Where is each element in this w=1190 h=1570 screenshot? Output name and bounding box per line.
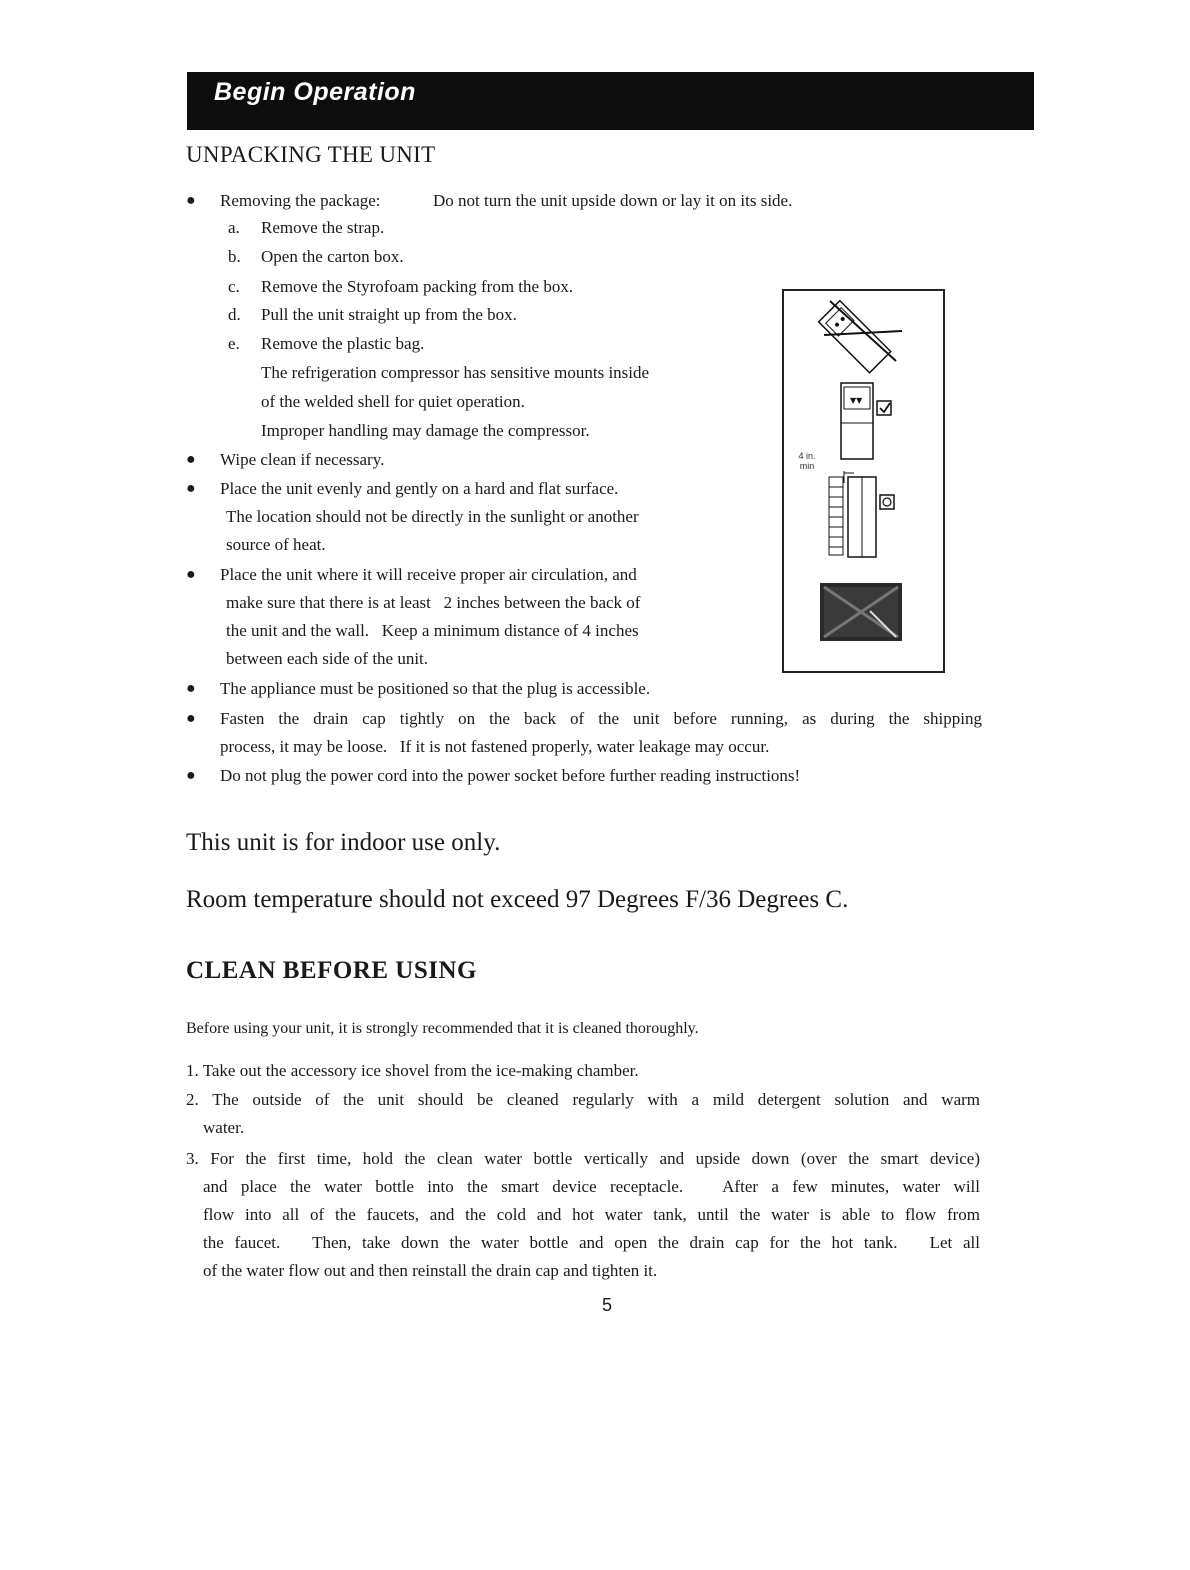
bullet-icon: ● <box>186 566 196 583</box>
section-banner <box>187 72 1034 130</box>
air-line: between each side of the unit. <box>226 649 429 668</box>
wipe-text: Wipe clean if necessary. <box>220 450 385 469</box>
clean-step-3-line: flow into all of the faucets, and the cold and hot water tank, until the water is able to flow from <box>203 1205 980 1224</box>
air-line: Place the unit where it will receive proper air circulation, and <box>220 565 637 584</box>
removing-lead: Removing the package: <box>220 191 381 210</box>
wall-clearance-icon <box>829 471 894 557</box>
bullet-icon: ● <box>186 680 196 697</box>
temperature-notice: Room temperature should not exceed 97 Degrees F/36 Degrees C. <box>186 886 849 913</box>
step-letter: a. <box>228 218 240 237</box>
place-line: Place the unit evenly and gently on a hard and flat surface. <box>220 479 619 498</box>
place-line: source of heat. <box>226 535 326 554</box>
unpacking-heading: UNPACKING THE UNIT <box>186 142 436 167</box>
indoor-notice: This unit is for indoor use only. <box>186 829 501 856</box>
clean-step-3-line: and place the water bottle into the smart device receptacle. After a few minutes, water will <box>203 1177 980 1196</box>
step-text: Open the carton box. <box>261 247 404 266</box>
plug-text: The appliance must be positioned so that the plug is accessible. <box>220 679 651 698</box>
compressor-note-line: Improper handling may damage the compressor. <box>261 421 590 440</box>
drain-line: Fasten the drain cap tightly on the back of the unit before running, as during the shipping <box>220 709 982 728</box>
clean-step-3-line: of the water flow out and then reinstall the drain cap and tighten it. <box>203 1261 658 1280</box>
clean-step-2-line: water. <box>203 1118 245 1137</box>
step-letter: e. <box>228 334 240 353</box>
place-line: The location should not be directly in the sunlight or another <box>226 507 639 526</box>
bullet-icon: ● <box>186 480 196 497</box>
step-letter: b. <box>228 247 241 266</box>
placement-figure <box>782 289 945 673</box>
clean-step-3-line: the faucet. Then, take down the water bottle and open the drain cap for the hot tank. Let all <box>203 1233 980 1252</box>
compressor-note-line: of the welded shell for quiet operation. <box>261 392 525 411</box>
clean-step-1: 1. Take out the accessory ice shovel from the ice-making chamber. <box>186 1061 639 1080</box>
upright-unit-icon <box>841 383 891 459</box>
bullet-icon: ● <box>186 767 196 784</box>
step-letter: c. <box>228 277 240 296</box>
no-sunlight-icon <box>820 583 902 641</box>
clean-intro: Before using your unit, it is strongly recommended that it is cleaned thoroughly. <box>186 1020 699 1037</box>
clean-heading: CLEAN BEFORE USING <box>186 957 477 984</box>
clearance-label: 4 in. min <box>798 451 816 471</box>
step-letter: d. <box>228 305 241 324</box>
air-line: the unit and the wall. Keep a minimum distance of 4 inches <box>226 621 639 640</box>
clean-step-3-line: 3. For the first time, hold the clean water bottle vertically and upside down (over the smart device) <box>186 1149 980 1168</box>
power-text: Do not plug the power cord into the power socket before further reading instructions! <box>220 766 801 785</box>
page-number: 5 <box>602 1295 613 1315</box>
bullet-icon: ● <box>186 451 196 468</box>
drain-line: process, it may be loose. If it is not fastened properly, water leakage may occur. <box>220 737 770 756</box>
clean-step-2-line: 2. The outside of the unit should be cleaned regularly with a mild detergent solution and warm <box>186 1090 980 1109</box>
bullet-icon: ● <box>186 192 196 209</box>
placement-illustration <box>784 291 943 671</box>
tilted-unit-crossed-icon <box>819 301 902 373</box>
step-text: Remove the Styrofoam packing from the box. <box>261 277 574 296</box>
bullet-icon: ● <box>186 710 196 727</box>
step-text: Remove the strap. <box>261 218 385 237</box>
step-text: Pull the unit straight up from the box. <box>261 305 517 324</box>
svg-text:▼▼: ▼▼ <box>850 396 863 405</box>
compressor-note-line: The refrigeration compressor has sensitive mounts inside <box>261 363 650 382</box>
banner-title: Begin Operation <box>214 78 416 106</box>
step-text: Remove the plastic bag. <box>261 334 425 353</box>
removing-note: Do not turn the unit upside down or lay it on its side. <box>433 191 793 210</box>
air-line: make sure that there is at least 2 inches between the back of <box>226 593 641 612</box>
